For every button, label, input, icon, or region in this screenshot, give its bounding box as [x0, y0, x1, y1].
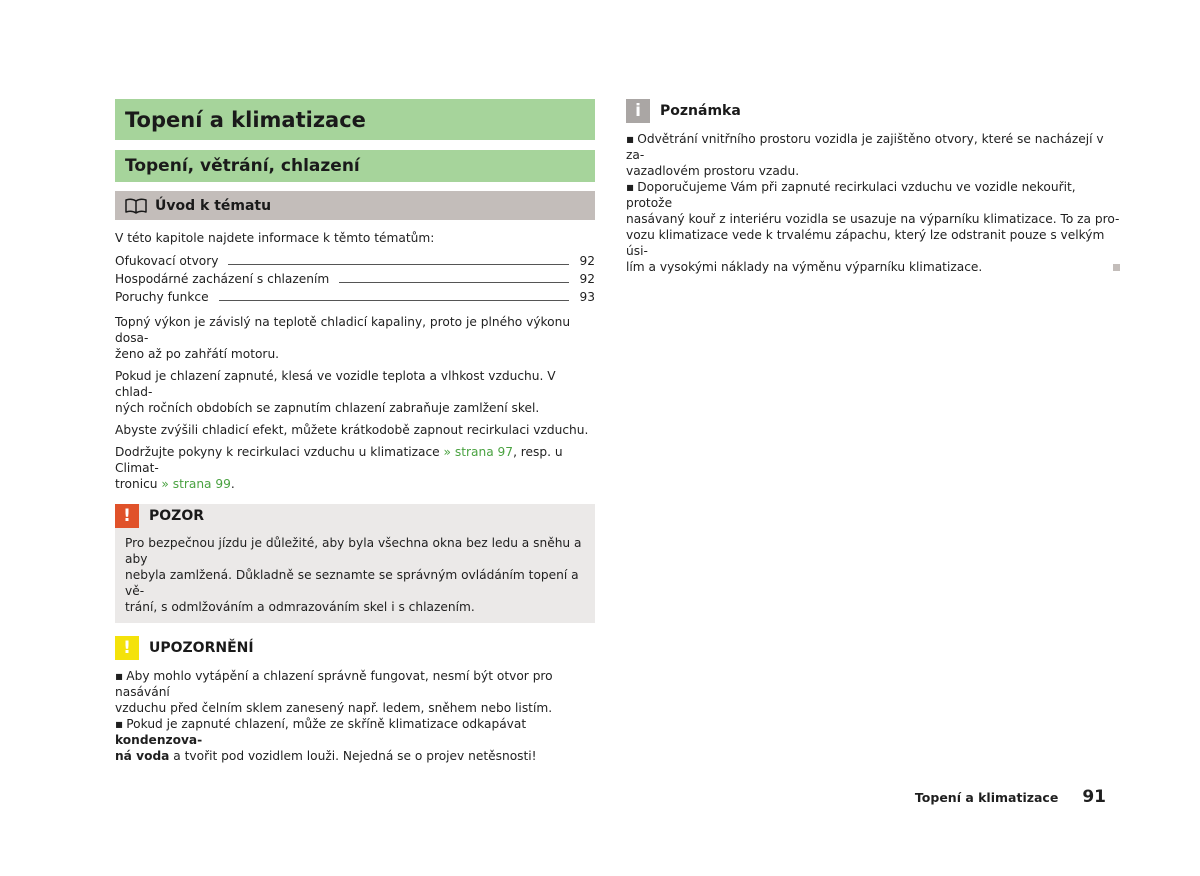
note-title: Poznámka	[660, 103, 741, 119]
body-text	[115, 314, 595, 492]
left-column	[115, 99, 595, 764]
toc-leader	[219, 300, 570, 301]
intro-text: V této kapitole najdete informace k těmto tématům:	[115, 231, 435, 245]
bullet-text: Pokud je zapnuté chlazení, může ze skříně klimatizace odkapávat	[126, 717, 527, 731]
toc-label: Ofukovací otvory	[115, 254, 219, 268]
toc-label: Poruchy funkce	[115, 290, 209, 304]
paragraph-with-links	[115, 444, 595, 492]
toc-item[interactable]	[115, 252, 595, 270]
paragraph: Abyste zvýšili chladicí efekt, můžete krátkodobě zapnout recirkulaci vzduchu.	[115, 423, 589, 437]
note-header	[626, 99, 1120, 123]
info-icon: i	[626, 99, 650, 123]
page-footer	[900, 787, 1106, 807]
caution-bullet	[115, 716, 595, 764]
warning-header	[115, 504, 595, 528]
toc-item[interactable]	[115, 288, 595, 306]
caution-header	[115, 636, 595, 660]
caution-box	[115, 636, 595, 764]
topic-list	[115, 252, 595, 306]
toc-page: 92	[579, 254, 595, 268]
topic-title: Úvod k tématu	[155, 197, 272, 214]
section-title: Topení, větrání, chlazení	[125, 156, 360, 176]
note-bullet: ▪ Doporučujeme Vám při zapnuté recirkulaci vzduchu ve vozidle nekouřit, protože nasávaný kouř z interiéru vozidla se usazuje na výparníku klimatizace. To za pro- vozu klimatizace vede k trvalému zápachu, který lze odstranit pouze s velkým úsi- lím a vysokými náklady na výměnu výparníku klimatizace.	[626, 179, 1120, 275]
paragraph: Pokud je chlazení zapnuté, klesá ve vozidle teplota a vlhkost vzduchu. V chlad- ných ročních obdobích se zapnutím chlazení zabraňuje zamlžení skel.	[115, 369, 556, 415]
right-column	[626, 99, 1120, 275]
book-icon	[125, 198, 147, 214]
chapter-title: Topení a klimatizace	[125, 107, 366, 132]
section-heading	[115, 150, 595, 182]
note-text	[626, 131, 1120, 275]
caution-bullet: ▪ Aby mohlo vytápění a chlazení správně fungovat, nesmí být otvor pro nasávání vzduchu před čelním sklem zanesený např. ledem, sněhem nebo listím.	[115, 668, 595, 716]
caution-text	[115, 668, 595, 764]
warning-title: POZOR	[149, 508, 204, 524]
warning-box	[115, 504, 595, 623]
toc-page: 93	[579, 290, 595, 304]
paragraph-text: .	[230, 477, 235, 491]
toc-leader	[228, 264, 569, 265]
paragraph-text: , resp. u Climat- tronicu	[115, 445, 563, 491]
exclamation-icon: !	[115, 504, 139, 528]
exclamation-icon: !	[115, 636, 139, 660]
section-end-mark	[1113, 264, 1120, 271]
note-bullet: ▪ Odvětrání vnitřního prostoru vozidla je zajištěno otvory, které se nacházejí v za- vazadlovém prostoru vzadu.	[626, 131, 1120, 179]
toc-label: Hospodárné zacházení s chlazením	[115, 272, 330, 286]
paragraph: Topný výkon je závislý na teplotě chladicí kapaliny, proto je plného výkonu dosa- ženo až po zahřátí motoru.	[115, 315, 571, 361]
toc-item[interactable]	[115, 270, 595, 288]
toc-leader	[339, 282, 569, 283]
toc-page: 92	[579, 272, 595, 286]
topic-heading	[115, 191, 595, 220]
bold-term: kondenzova- ná voda	[115, 733, 203, 763]
caution-title: UPOZORNĚNÍ	[149, 640, 254, 656]
bullet-text: a tvořit pod vozidlem louži. Nejedná se o projev netěsnosti!	[169, 749, 537, 763]
paragraph-text: Dodržujte pokyny k recirkulaci vzduchu u klimatizace	[115, 445, 444, 459]
page-link-97[interactable]: » strana 97	[443, 445, 514, 459]
chapter-heading	[115, 99, 595, 140]
warning-text: Pro bezpečnou jízdu je důležité, aby byla všechna okna bez ledu a sněhu a aby nebyla zamlžená. Důkladně se seznamte se správným ovládáním topení a vě- trání, s odmlžováním a odmrazováním skel i s chlazením.	[125, 536, 582, 614]
page-link-99[interactable]: » strana 99	[161, 477, 231, 491]
page-number: 91	[1082, 787, 1106, 807]
footer-chapter-title: Topení a klimatizace	[914, 790, 1059, 805]
